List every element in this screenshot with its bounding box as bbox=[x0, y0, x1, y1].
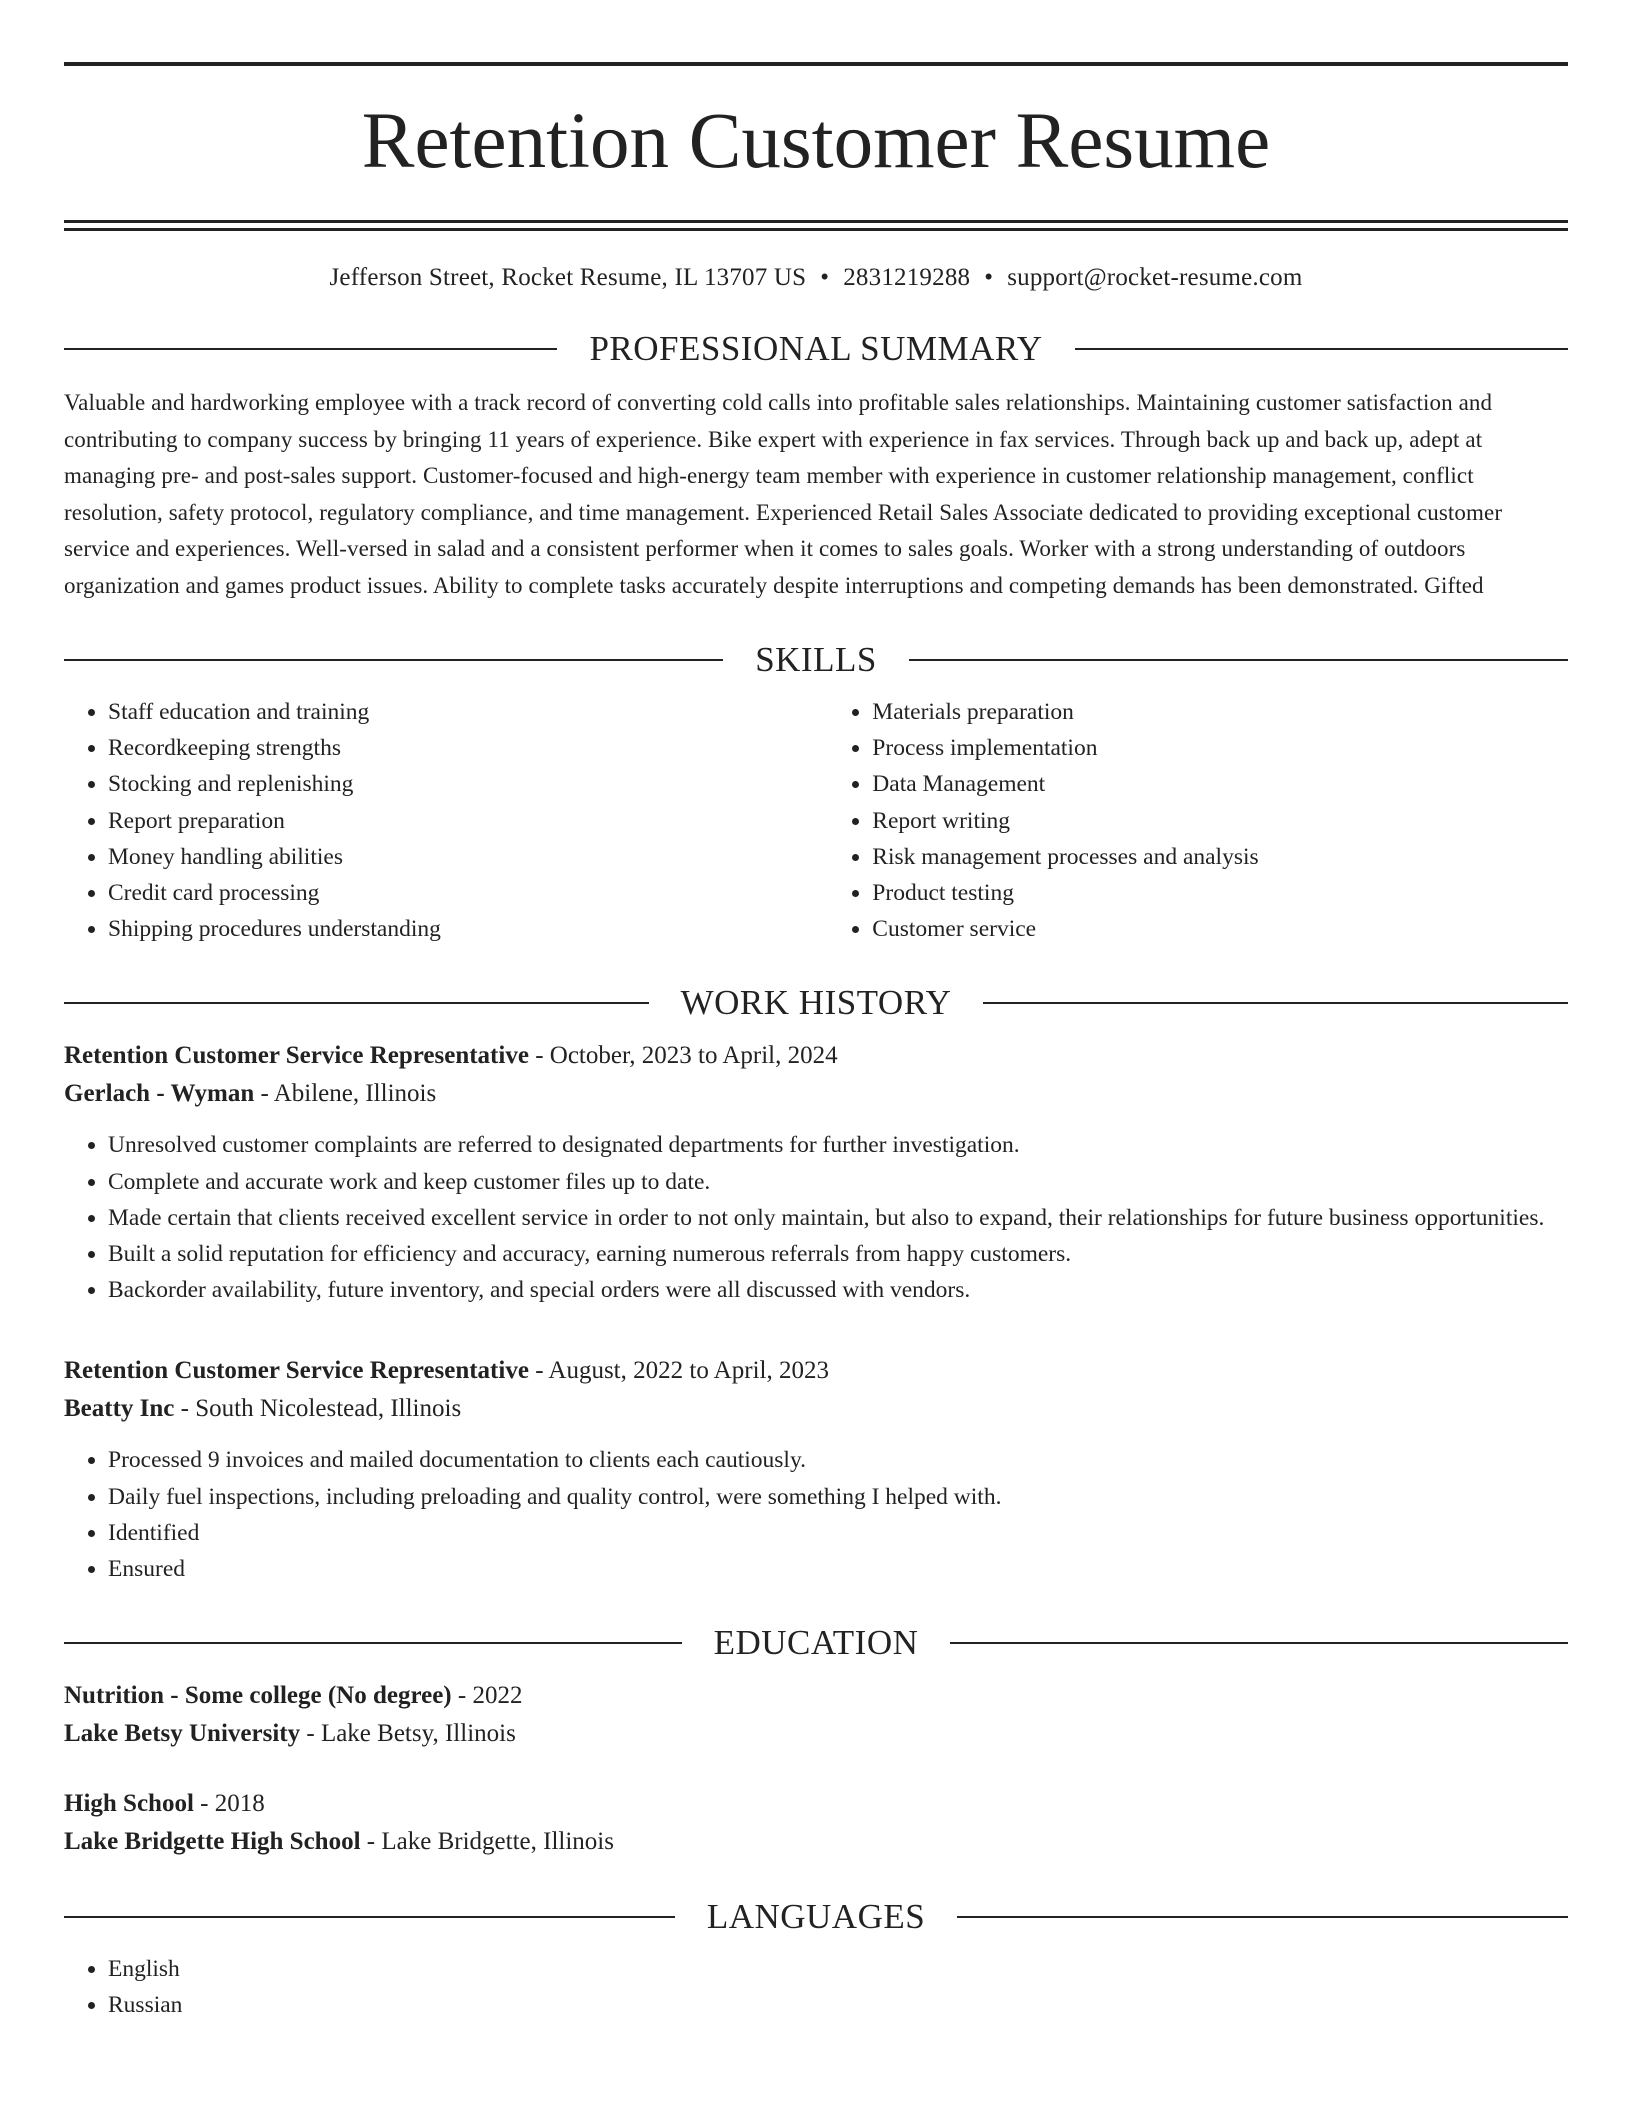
degree-year: 2022 bbox=[472, 1682, 523, 1710]
degree-year: 2018 bbox=[214, 1790, 265, 1818]
job-bullets bbox=[64, 1442, 1568, 1587]
school-location: Lake Bridgette, Illinois bbox=[381, 1828, 614, 1856]
section-rule bbox=[64, 1642, 682, 1644]
section-title: SKILLS bbox=[755, 640, 877, 679]
top-rule bbox=[64, 62, 1568, 66]
skill-item: • Report preparation bbox=[108, 803, 828, 839]
section-rule bbox=[64, 1002, 649, 1004]
section-title: EDUCATION bbox=[713, 1623, 919, 1663]
skill-item: • Staff education and training bbox=[108, 694, 828, 730]
language-item: • Russian bbox=[108, 1987, 1568, 2023]
job-bullet: • Identified bbox=[108, 1515, 1568, 1551]
section-header-languages bbox=[64, 1895, 1568, 1939]
education-entry bbox=[64, 1785, 1568, 1861]
job-title: Retention Customer Service Representative bbox=[64, 1042, 529, 1070]
contact-email: support@rocket-resume.com bbox=[1007, 264, 1303, 291]
section-rule bbox=[909, 659, 1568, 661]
job-title-line: Retention Customer Service Representative - October, 2023 to April, 2024 bbox=[64, 1042, 838, 1070]
skill-item: • Materials preparation bbox=[872, 694, 1568, 730]
languages-list bbox=[64, 1951, 1568, 2023]
skill-item: • Shipping procedures understanding bbox=[108, 911, 828, 947]
skill-item: • Process implementation bbox=[872, 730, 1568, 766]
job-bullet: • Complete and accurate work and keep customer files up to date. bbox=[108, 1164, 1568, 1200]
section-header-skills bbox=[64, 638, 1568, 682]
education-entry bbox=[64, 1677, 1568, 1753]
work-entry bbox=[64, 1037, 1568, 1308]
section-rule bbox=[950, 1642, 1568, 1644]
section-rule bbox=[957, 1916, 1568, 1918]
work-entry bbox=[64, 1352, 1568, 1587]
job-company-line: Gerlach - Wyman - Abilene, Illinois bbox=[64, 1080, 437, 1108]
section-rule bbox=[983, 1002, 1568, 1004]
section-title: LANGUAGES bbox=[706, 1897, 926, 1937]
section-rule bbox=[64, 659, 723, 661]
job-bullet: • Made certain that clients received excellent service in order to not only maintain, but also to expand, their relationships for future business opportunities. bbox=[108, 1200, 1568, 1236]
job-bullet: • Ensured bbox=[108, 1551, 1568, 1587]
section-rule bbox=[1075, 348, 1568, 350]
job-company: Gerlach - Wyman bbox=[64, 1080, 255, 1108]
skill-item: • Customer service bbox=[872, 911, 1568, 947]
contact-line bbox=[64, 263, 1568, 293]
skill-item: • Data Management bbox=[872, 766, 1568, 802]
job-bullet: • Unresolved customer complaints are referred to designated departments for further investigation. bbox=[108, 1127, 1568, 1163]
section-header-summary bbox=[64, 327, 1568, 371]
job-dates: August, 2022 to April, 2023 bbox=[548, 1357, 829, 1385]
skill-item: • Stocking and replenishing bbox=[108, 766, 828, 802]
job-bullet: • Daily fuel inspections, including preloading and quality control, were something I helped with. bbox=[108, 1479, 1568, 1515]
school: Lake Betsy University bbox=[64, 1720, 301, 1748]
skill-item: • Product testing bbox=[872, 875, 1568, 911]
job-bullets bbox=[64, 1127, 1568, 1308]
skill-item: • Recordkeeping strengths bbox=[108, 730, 828, 766]
contact-phone: 2831219288 bbox=[843, 264, 971, 291]
section-title: WORK HISTORY bbox=[680, 983, 952, 1023]
job-location: Abilene, Illinois bbox=[273, 1080, 437, 1108]
skills-column-right bbox=[828, 694, 1568, 947]
job-bullet: • Backorder availability, future inventory, and special orders were all discussed with vendors. bbox=[108, 1272, 1568, 1308]
job-title: Retention Customer Service Representative bbox=[64, 1357, 529, 1385]
school: Lake Bridgette High School bbox=[64, 1828, 361, 1856]
school-line: Lake Bridgette High School - Lake Bridgette, Illinois bbox=[64, 1828, 614, 1856]
degree: Nutrition - Some college (No degree) bbox=[64, 1682, 452, 1710]
school-line: Lake Betsy University - Lake Betsy, Illinois bbox=[64, 1720, 516, 1748]
school-location: Lake Betsy, Illinois bbox=[320, 1720, 516, 1748]
skills-column-left bbox=[64, 694, 828, 947]
section-rule bbox=[64, 1916, 675, 1918]
section-header-education bbox=[64, 1621, 1568, 1665]
section-header-work bbox=[64, 981, 1568, 1025]
resume-title: Retention Customer Resume bbox=[361, 98, 1271, 185]
job-bullet: • Processed 9 invoices and mailed documentation to clients each cautiously. bbox=[108, 1442, 1568, 1478]
skill-item: • Risk management processes and analysis bbox=[872, 839, 1568, 875]
degree: High School bbox=[64, 1790, 194, 1818]
job-bullet: • Built a solid reputation for efficiency and accuracy, earning numerous referrals from happy customers. bbox=[108, 1236, 1568, 1272]
language-item: • English bbox=[108, 1951, 1568, 1987]
skill-item: • Report writing bbox=[872, 803, 1568, 839]
job-location: South Nicolestead, Illinois bbox=[195, 1395, 462, 1423]
skill-item: • Credit card processing bbox=[108, 875, 828, 911]
degree-line: High School - 2018 bbox=[64, 1790, 265, 1818]
title-double-rule bbox=[64, 220, 1568, 231]
skills-list bbox=[64, 694, 1568, 947]
job-dates: October, 2023 to April, 2024 bbox=[549, 1042, 838, 1070]
contact-address: Jefferson Street, Rocket Resume, IL 13707 US bbox=[329, 264, 807, 291]
job-company-line: Beatty Inc - South Nicolestead, Illinois bbox=[64, 1395, 462, 1423]
skill-item: • Money handling abilities bbox=[108, 839, 828, 875]
contact-separator: • bbox=[820, 264, 830, 291]
summary-text: Valuable and hardworking employee with a track record of converting cold calls into profitable sales relationships. Maintaining customer satisfaction and contributing to company success by bringing 11 years of experience. Bike expert with experience in fax services. Through back up and back up, adept at managing pre- and post-sales support. Customer-focused and high-energy team member with experience in customer relationship management, conflict resolution, safety protocol, regulatory compliance, and time management. Experienced Retail Sales Associate dedicated to providing exceptional customer service and experiences. Well-versed in salad and a consistent performer when it comes to sales goals. Worker with a strong understanding of outdoors organization and games product issues. Ability to complete tasks accurately despite interruptions and competing demands has been demonstrated. Gifted bbox=[64, 390, 1503, 598]
job-company: Beatty Inc bbox=[64, 1395, 175, 1423]
job-title-line: Retention Customer Service Representative - August, 2022 to April, 2023 bbox=[64, 1357, 829, 1385]
resume-page bbox=[64, 62, 1568, 2024]
section-title: PROFESSIONAL SUMMARY bbox=[589, 329, 1043, 368]
section-rule bbox=[64, 348, 557, 350]
contact-separator: • bbox=[984, 264, 994, 291]
degree-line: Nutrition - Some college (No degree) - 2022 bbox=[64, 1682, 523, 1710]
